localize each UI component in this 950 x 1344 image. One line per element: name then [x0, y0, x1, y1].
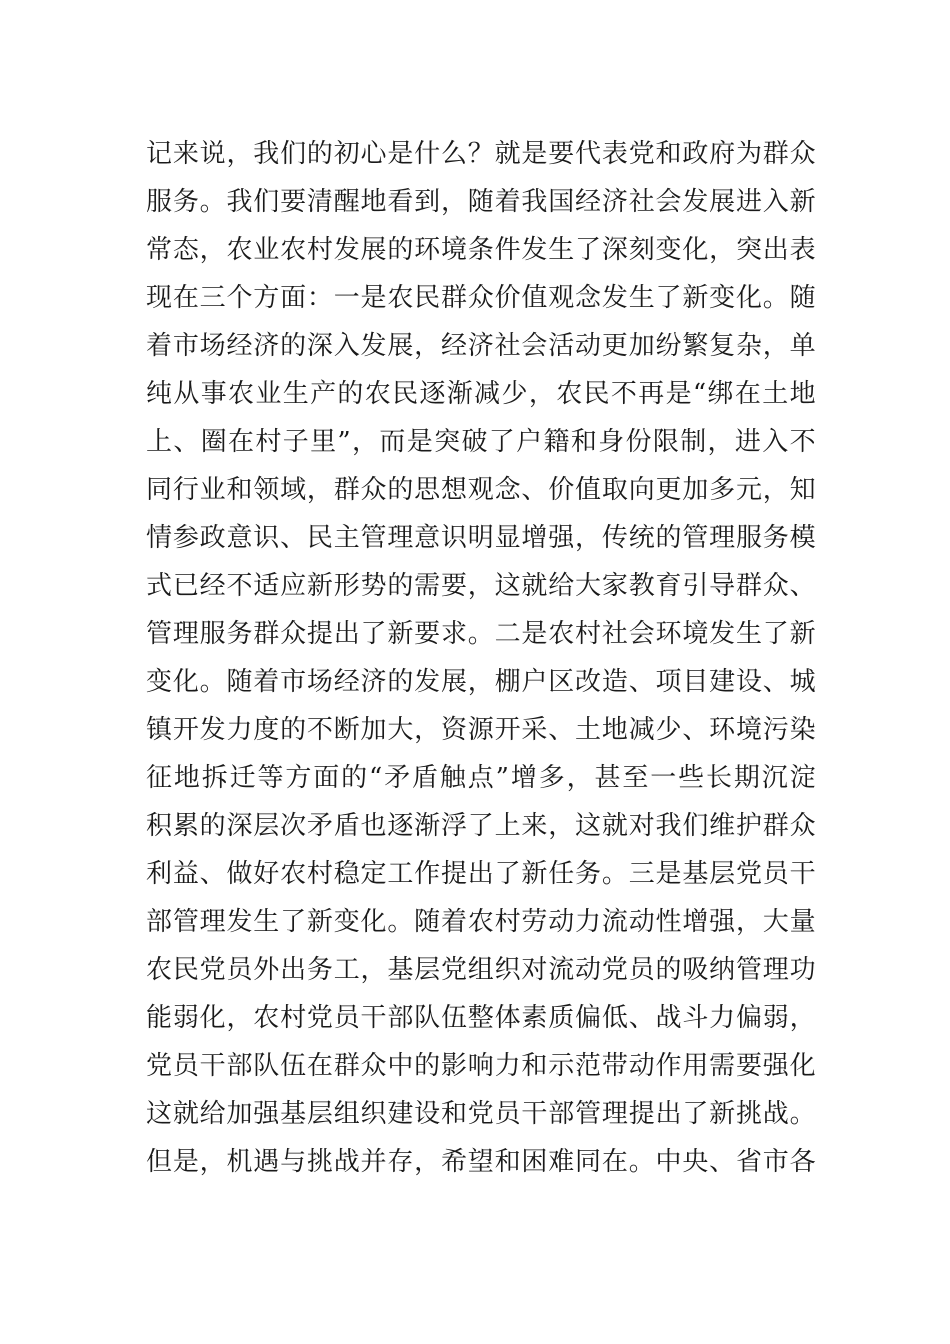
text-line-12: 变化。随着市场经济的发展，棚户区改造、项目建设、城 [146, 667, 816, 697]
text-line-21: 这就给加强基层组织建设和党员干部管理提出了新挑战。 [146, 1099, 816, 1129]
text-line-5: 着市场经济的深入发展，经济社会活动更加纷繁复杂，单 [146, 331, 816, 361]
text-line-7: 上、圈在村子里”，而是突破了户籍和身份限制，进入不 [146, 427, 816, 457]
text-line-20: 党员干部队伍在群众中的影响力和示范带动作用需要强化 [146, 1051, 816, 1081]
text-line-4: 现在三个方面：一是农民群众价值观念发生了新变化。随 [146, 283, 816, 313]
text-line-19: 能弱化，农村党员干部队伍整体素质偏低、战斗力偏弱， [146, 1003, 816, 1033]
text-line-10: 式已经不适应新形势的需要，这就给大家教育引导群众、 [146, 571, 816, 601]
text-line-18: 农民党员外出务工，基层党组织对流动党员的吸纳管理功 [146, 955, 816, 985]
text-line-14: 征地拆迁等方面的“矛盾触点”增多，甚至一些长期沉淀 [146, 763, 816, 793]
text-line-16: 利益、做好农村稳定工作提出了新任务。三是基层党员干 [146, 859, 816, 889]
text-line-11: 管理服务群众提出了新要求。二是农村社会环境发生了新 [146, 619, 816, 649]
text-line-6: 纯从事农业生产的农民逐渐减少，农民不再是“绑在土地 [146, 379, 816, 409]
text-line-15: 积累的深层次矛盾也逐渐浮了上来，这就对我们维护群众 [146, 811, 816, 841]
text-line-9: 情参政意识、民主管理意识明显增强，传统的管理服务模 [146, 523, 816, 553]
text-line-1: 记来说，我们的初心是什么？就是要代表党和政府为群众 [146, 139, 816, 169]
text-line-3: 常态，农业农村发展的环境条件发生了深刻变化，突出表 [146, 235, 816, 265]
text-line-17: 部管理发生了新变化。随着农村劳动力流动性增强，大量 [146, 907, 816, 937]
body-text [146, 130, 816, 1186]
text-line-2: 服务。我们要清醒地看到，随着我国经济社会发展进入新 [146, 187, 816, 217]
text-line-13: 镇开发力度的不断加大，资源开采、土地减少、环境污染 [146, 715, 816, 745]
text-line-8: 同行业和领域，群众的思想观念、价值取向更加多元，知 [146, 475, 816, 505]
text-line-22: 但是，机遇与挑战并存，希望和困难同在。中央、省市各 [146, 1147, 816, 1177]
